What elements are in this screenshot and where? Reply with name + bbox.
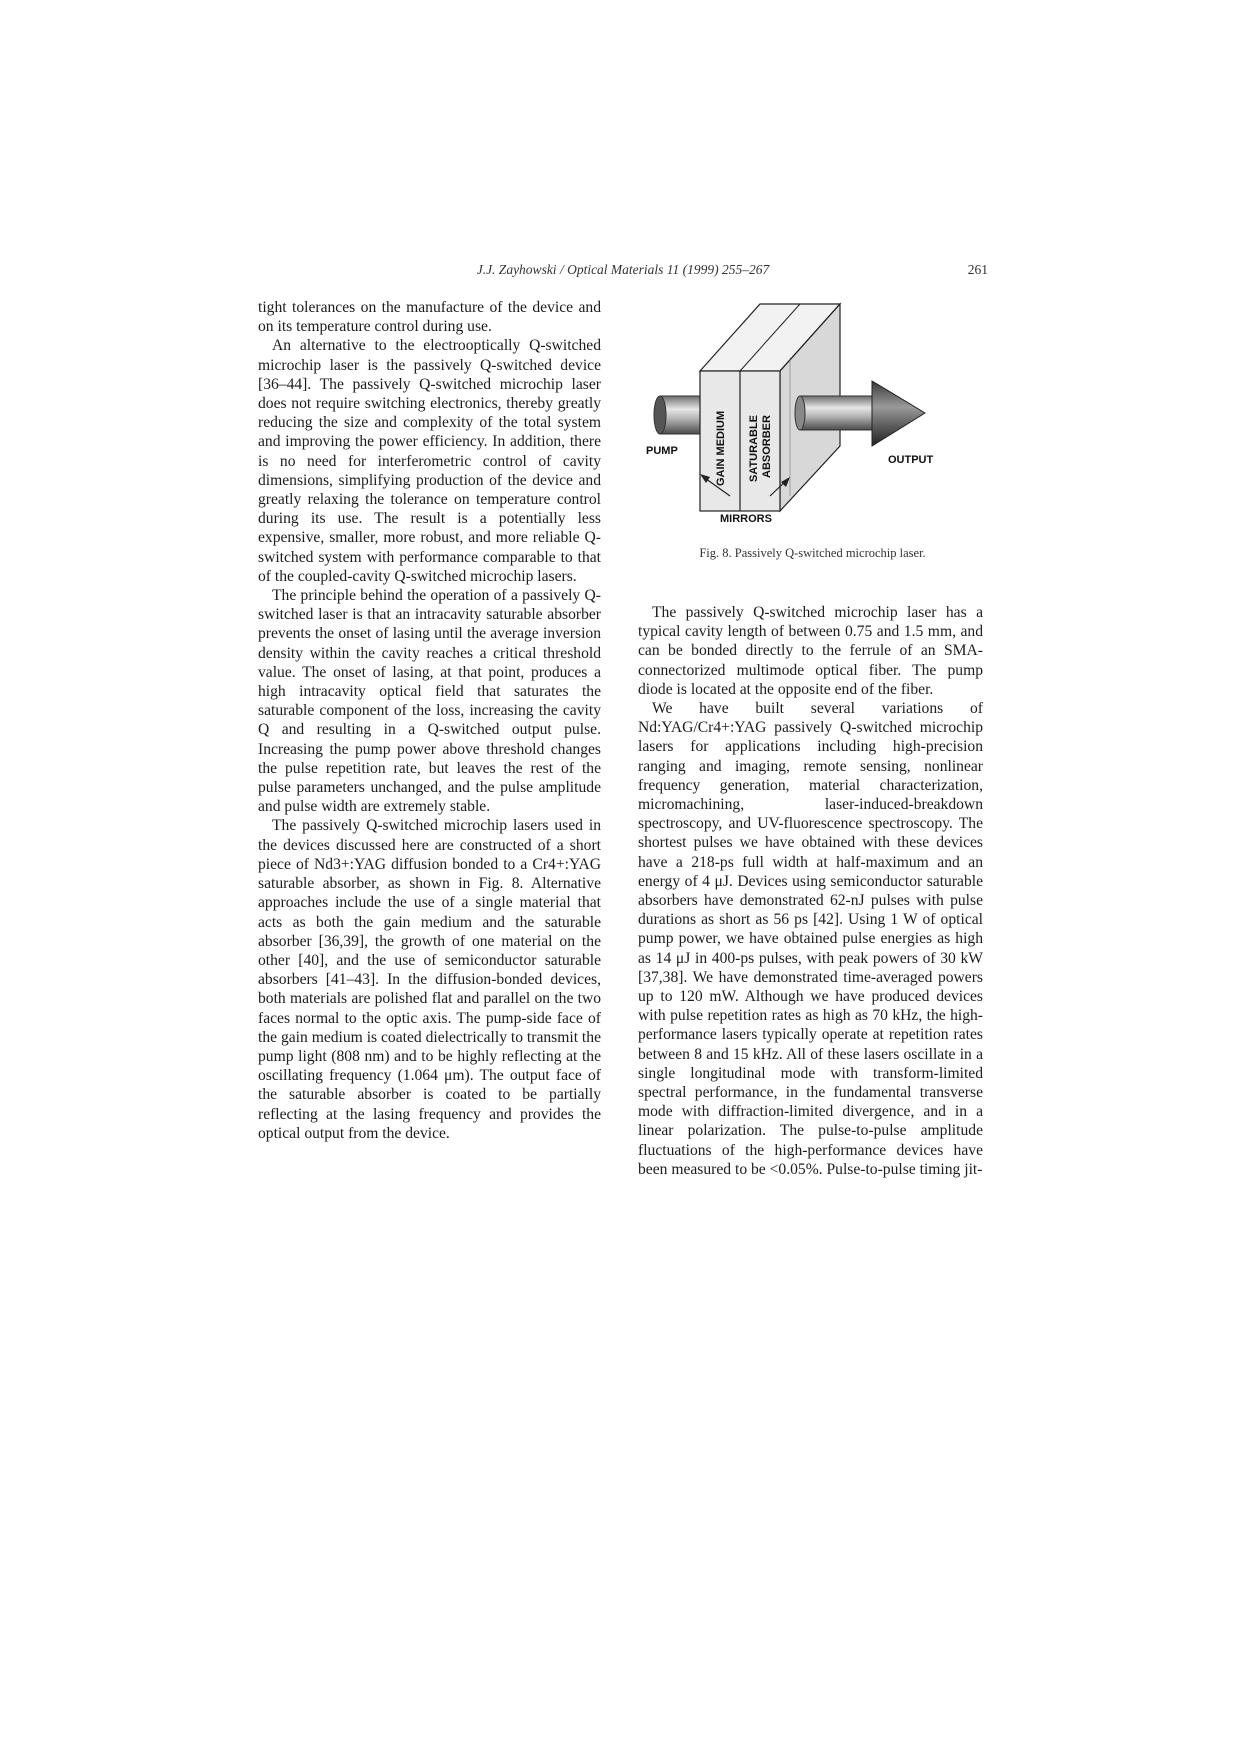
gain-medium-label: GAIN MEDIUM: [715, 410, 727, 486]
paragraph-2: An alternative to the electrooptically Q-switched microchip laser is the passively Q-switched device [36–44]. The passively Q-switched microchip laser does not require switching electronics, thereby greatly reducing the size and complexity of the total system and improving the power efficiency. In addition, there is no need for interferometric control of cavity dimensions, simplifying production of the device and greatly relaxing the tolerance on temperature control during its use. The result is a potentially less expensive, smaller, more robust, and more reliable Q-switched system with performance comparable to that of the coupled-cavity Q-switched microchip lasers.: [258, 337, 601, 585]
absorber-label: ABSORBER: [761, 415, 773, 478]
saturable-label: SATURABLE: [748, 414, 760, 482]
figure-caption: Fig. 8. Passively Q-switched microchip laser.: [699, 546, 926, 560]
page-number: 261: [967, 262, 988, 277]
mirrors-label: MIRRORS: [720, 513, 772, 525]
output-label: OUTPUT: [888, 454, 934, 466]
right-column: [638, 603, 983, 1179]
pump-label: PUMP: [646, 445, 678, 457]
figure-8: [640, 296, 985, 571]
paragraph-3: The principle behind the operation of a passively Q-switched laser is that an intracavity saturable absorber prevents the onset of lasing until the average inversion density within the cavity reaches a critical threshold value. The onset of lasing, at that point, produces a high intracavity optical field that saturates the saturable component of the loss, increasing the cavity Q and resulting in a Q-switched output pulse. Increasing the pump power above threshold changes the pulse repetition rate, but leaves the rest of the pulse parameters unchanged, and the pulse amplitude and pulse width are extremely stable.: [258, 587, 601, 816]
page-header: [258, 262, 988, 282]
paragraph-1: tight tolerances on the manufacture of the device and on its temperature control during use.: [258, 299, 601, 336]
microchip-laser-diagram: [640, 296, 985, 546]
paragraph-4: The passively Q-switched microchip lasers used in the devices discussed here are constructed of a short piece of Nd3+:YAG diffusion bonded to a Cr4+:YAG saturable absorber, as shown in Fig. 8. Alternative approaches include the use of a single material that acts as both the gain medium and the saturable absorber [36,39], the growth of one material on the other [40], and the use of semiconductor saturable absorbers [41–43]. In the diffusion-bonded devices, both materials are polished flat and parallel on the two faces normal to the optic axis. The pump-side face of the gain medium is coated dielectrically to transmit the pump light (808 nm) and to be highly reflecting at the oscillating frequency (1.064 μm). The output face of the saturable absorber is coated to be partially reflecting at the lasing frequency and provides the optical output from the device.: [258, 817, 601, 1142]
left-column: [258, 298, 601, 1143]
paragraph-5: The passively Q-switched microchip laser has a typical cavity length of between 0.75 and 1.5 mm, and can be bonded directly to the ferrule of an SMA-connectorized multimode optical fiber. The pump diode is located at the opposite end of the fiber.: [638, 604, 983, 698]
running-title: J.J. Zayhowski / Optical Materials 11 (1999) 255–267: [476, 262, 770, 277]
paragraph-6: We have built several variations of Nd:YAG/Cr4+:YAG passively Q-switched microchip lasers for applications including high-precision ranging and imaging, remote sensing, nonlinear frequency generation, material characterization, micromachining, laser-induced-breakdown spectroscopy, and UV-fluorescence spectroscopy. The shortest pulses we have obtained with these devices have a 218-ps full width at half-maximum and an energy of 4 μJ. Devices using semiconductor saturable absorbers have demonstrated 62-nJ pulses with pulse durations as short as 56 ps [42]. Using 1 W of optical pump power, we have obtained pulse energies as high as 14 μJ in 400-ps pulses, with peak powers of 30 kW [37,38]. We have demonstrated time-averaged powers up to 120 mW. Although we have produced devices with pulse repetition rates as high as 70 kHz, the high-performance lasers typically operate at repetition rates between 8 and 15 kHz. All of these lasers oscillate in a single longitudinal mode with transform-limited spectral performance, in the fundamental transverse mode with diffraction-limited divergence, and in a linear polarization. The pulse-to-pulse amplitude fluctuations of the high-performance devices have been measured to be <0.05%. Pulse-to-pulse timing jit-: [638, 700, 983, 1178]
